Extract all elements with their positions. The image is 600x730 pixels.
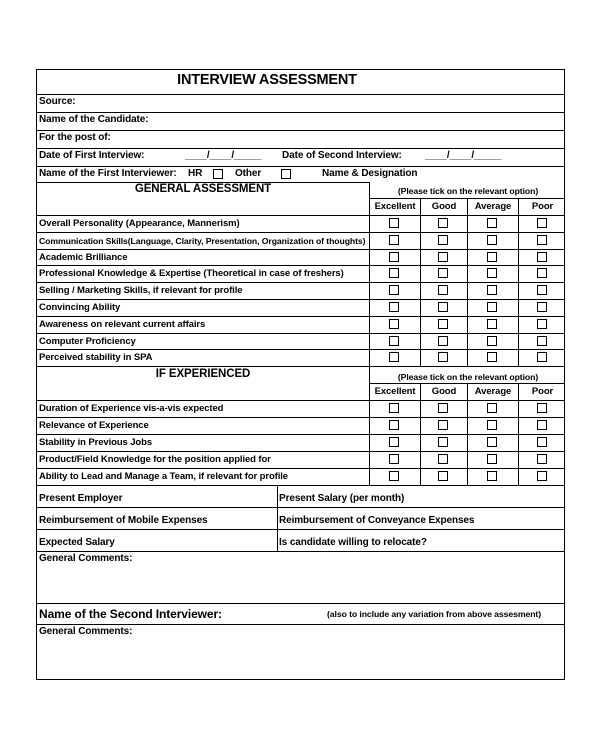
divider [37,215,564,216]
general-rating-checkbox[interactable] [389,285,399,295]
general-rating-checkbox[interactable] [438,218,448,228]
experienced-rating-checkbox[interactable] [537,454,547,464]
second-interview-date-field[interactable]: ____/____/_____ [425,150,502,161]
experienced-rating-checkbox[interactable] [438,403,448,413]
general-criterion-label: Overall Personality (Appearance, Mannerism) [39,218,240,229]
experienced-tick-note: (Please tick on the relevant option) [397,372,539,382]
general-rating-checkbox[interactable] [537,319,547,329]
general-criterion-label: Perceived stability in SPA [39,352,153,364]
first-interview-date-field[interactable]: ____/____/_____ [185,150,262,161]
general-rating-checkbox[interactable] [487,252,497,262]
experienced-rating-checkbox[interactable] [438,437,448,447]
general-rating-checkbox[interactable] [438,336,448,346]
general-rating-checkbox[interactable] [487,285,497,295]
experienced-rating-checkbox[interactable] [389,420,399,430]
experienced-rating-checkbox[interactable] [438,471,448,481]
divider [37,624,564,625]
general-rating-checkbox[interactable] [487,218,497,228]
divider [37,529,564,530]
divider [37,130,564,131]
general-rating-checkbox[interactable] [438,235,448,245]
other-option-label: Other [235,168,262,179]
column-divider [467,383,468,485]
divider [37,282,564,283]
name-designation-label: Name & Designation [322,168,418,179]
divider [37,485,564,486]
general-rating-checkbox[interactable] [537,285,547,295]
other-checkbox[interactable] [281,169,291,179]
divider [37,400,564,401]
experienced-rating-checkbox[interactable] [438,454,448,464]
divider [37,366,564,367]
experienced-rating-poor: Poor [531,386,554,397]
general-rating-checkbox[interactable] [438,252,448,262]
general-criterion-label: Computer Proficiency [39,335,136,347]
experienced-rating-checkbox[interactable] [487,420,497,430]
general-rating-average: Average [474,201,512,212]
general-rating-checkbox[interactable] [537,252,547,262]
expected-salary-field[interactable]: Expected Salary [39,537,115,548]
form-title: INTERVIEW ASSESSMENT [177,72,357,88]
column-divider [420,198,421,366]
experienced-rating-good: Good [431,386,457,397]
general-rating-checkbox[interactable] [487,268,497,278]
divider [37,166,564,167]
general-criterion-label: Academic Brilliance [39,251,128,263]
general-rating-checkbox[interactable] [487,319,497,329]
general-rating-checkbox[interactable] [537,235,547,245]
general-criterion-label: Professional Knowledge & Expertise (Theoretical in case of freshers) [39,268,344,280]
experienced-heading: IF EXPERIENCED [155,368,251,380]
divider [37,316,564,317]
experienced-rating-checkbox[interactable] [537,420,547,430]
experienced-rating-excellent: Excellent [374,386,416,397]
column-divider [467,198,468,366]
second-interviewer-field[interactable]: Name of the Second Interviewer: [39,607,222,621]
experienced-rating-checkbox[interactable] [389,471,399,481]
divider [37,232,564,233]
divider [37,603,564,604]
experienced-rating-checkbox[interactable] [487,437,497,447]
general-comments-1-field[interactable]: General Comments: [39,553,133,564]
experienced-rating-checkbox[interactable] [537,437,547,447]
divider [37,417,564,418]
experienced-rating-checkbox[interactable] [537,403,547,413]
general-rating-excellent: Excellent [374,201,416,212]
general-rating-checkbox[interactable] [537,218,547,228]
relocate-field[interactable]: Is candidate willing to relocate? [279,537,427,548]
hr-option-label: HR [188,168,203,179]
general-rating-checkbox[interactable] [537,268,547,278]
general-rating-good: Good [431,201,457,212]
first-interviewer-label: Name of the First Interviewer: [39,168,177,179]
column-divider [420,383,421,485]
general-rating-checkbox[interactable] [389,352,399,362]
general-rating-checkbox[interactable] [389,302,399,312]
experienced-rating-checkbox[interactable] [389,403,399,413]
present-employer-field[interactable]: Present Employer [39,493,123,504]
experienced-criterion-label: Relevance of Experience [39,420,149,431]
post-field[interactable]: For the post of: [39,132,111,143]
divider [37,333,564,334]
general-rating-checkbox[interactable] [438,352,448,362]
general-rating-checkbox[interactable] [487,235,497,245]
general-criterion-label: Communication Skills(Language, Clarity, Presentation, Organization of thoughts) [39,235,366,246]
divider [37,434,564,435]
experienced-rating-checkbox[interactable] [389,437,399,447]
experienced-criterion-label: Product/Field Knowledge for the position applied for [39,454,271,465]
experienced-rating-checkbox[interactable] [537,471,547,481]
general-rating-checkbox[interactable] [438,268,448,278]
general-assessment-heading: GENERAL ASSESSMENT [134,183,272,195]
column-divider [369,366,370,485]
divider [37,112,564,113]
divider [37,349,564,350]
column-divider [369,182,370,366]
experienced-criterion-label: Duration of Experience vis-a-vis expected [39,403,224,414]
divider [37,299,564,300]
column-divider [518,383,519,485]
general-rating-checkbox[interactable] [389,218,399,228]
general-rating-checkbox[interactable] [389,268,399,278]
general-criterion-label: Awareness on relevant current affairs [39,318,206,330]
divider [37,148,564,149]
experienced-criterion-label: Ability to Lead and Manage a Team, if relevant for profile [39,471,288,482]
interview-assessment-form [36,69,565,680]
divider [37,468,564,469]
experienced-rating-average: Average [474,386,512,397]
general-criterion-label: Selling / Marketing Skills, if relevant for profile [39,285,243,297]
divider [37,551,564,552]
general-rating-checkbox[interactable] [389,319,399,329]
general-rating-checkbox[interactable] [389,235,399,245]
divider [37,507,564,508]
general-rating-checkbox[interactable] [389,252,399,262]
general-rating-checkbox[interactable] [537,352,547,362]
divider [37,265,564,266]
first-interview-date-label: Date of First Interview: [39,150,145,161]
general-tick-note: (Please tick on the relevant option) [397,186,539,196]
column-divider [277,485,278,551]
general-rating-checkbox[interactable] [389,336,399,346]
general-rating-checkbox[interactable] [438,285,448,295]
second-interview-date-label: Date of Second Interview: [282,150,402,161]
present-salary-field[interactable]: Present Salary (per month) [279,493,405,504]
general-rating-checkbox[interactable] [487,302,497,312]
experienced-rating-checkbox[interactable] [487,403,497,413]
second-interviewer-note: (also to include any variation from above assesment) [327,609,541,619]
experienced-rating-checkbox[interactable] [487,454,497,464]
candidate-name-field[interactable]: Name of the Candidate: [39,114,149,125]
column-divider [518,198,519,366]
general-rating-checkbox[interactable] [537,302,547,312]
general-criterion-label: Convincing Ability [39,302,121,313]
general-rating-checkbox[interactable] [438,302,448,312]
general-rating-checkbox[interactable] [487,336,497,346]
experienced-rating-checkbox[interactable] [438,420,448,430]
general-rating-checkbox[interactable] [487,352,497,362]
hr-checkbox[interactable] [213,169,223,179]
experienced-criterion-label: Stability in Previous Jobs [39,437,153,448]
general-rating-checkbox[interactable] [438,319,448,329]
divider [37,94,564,95]
conveyance-expenses-field[interactable]: Reimbursement of Conveyance Expenses [279,515,475,526]
general-rating-checkbox[interactable] [537,336,547,346]
experienced-rating-checkbox[interactable] [389,454,399,464]
experienced-rating-checkbox[interactable] [487,471,497,481]
source-field[interactable]: Source: [39,96,76,107]
divider [37,451,564,452]
general-comments-2-field[interactable]: General Comments: [39,626,133,637]
general-rating-poor: Poor [531,201,554,212]
mobile-expenses-field[interactable]: Reimbursement of Mobile Expenses [39,515,208,526]
divider [37,249,564,250]
